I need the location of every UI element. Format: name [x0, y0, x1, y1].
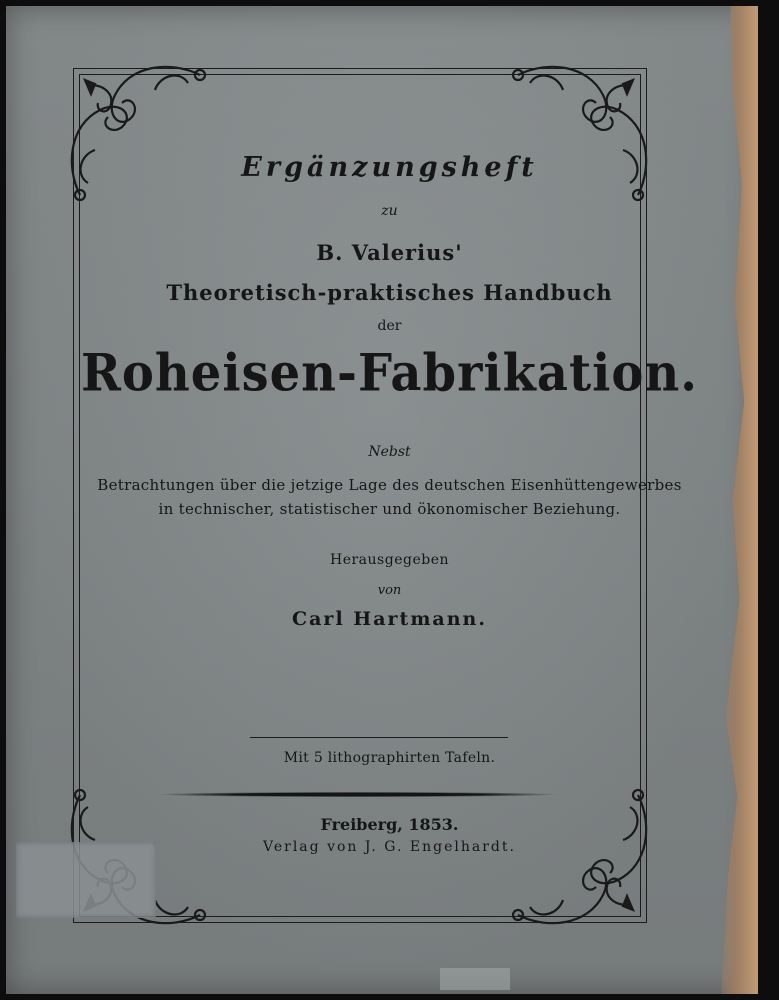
plates-note: Mit 5 lithographirten Tafeln.	[283, 750, 496, 766]
connector-der: der	[377, 318, 402, 334]
connector-zu: zu	[381, 203, 398, 219]
subtitle-line-1: Betrachtungen über die jetzige Lage des deutschen Eisenhüttengewerbes	[97, 476, 682, 494]
divider-rule	[250, 737, 508, 738]
main-title: Roheisen-Fabrikation.	[81, 342, 698, 404]
publisher-line: Verlag von J. G. Engelhardt.	[263, 839, 516, 855]
place-and-year: Freiberg, 1853.	[320, 815, 459, 834]
wear-spot	[440, 968, 510, 990]
handbook-title: Theoretisch-praktisches Handbuch	[166, 280, 613, 305]
library-label-patch	[16, 842, 156, 918]
editor-name: Carl Hartmann.	[292, 608, 487, 630]
connector-von: von	[377, 583, 402, 598]
author-line: B. Valerius'	[316, 240, 463, 265]
subtitle-line-2: in technischer, statistischer und ökonomischer Beziehung.	[158, 500, 621, 518]
connector-nebst: Nebst	[368, 444, 411, 460]
edited-by-label: Herausgegeben	[330, 552, 449, 568]
swelled-rule	[160, 792, 555, 797]
supplement-title: Ergänzungsheft	[241, 152, 538, 183]
corner-ornament-bottom-right	[508, 785, 658, 935]
